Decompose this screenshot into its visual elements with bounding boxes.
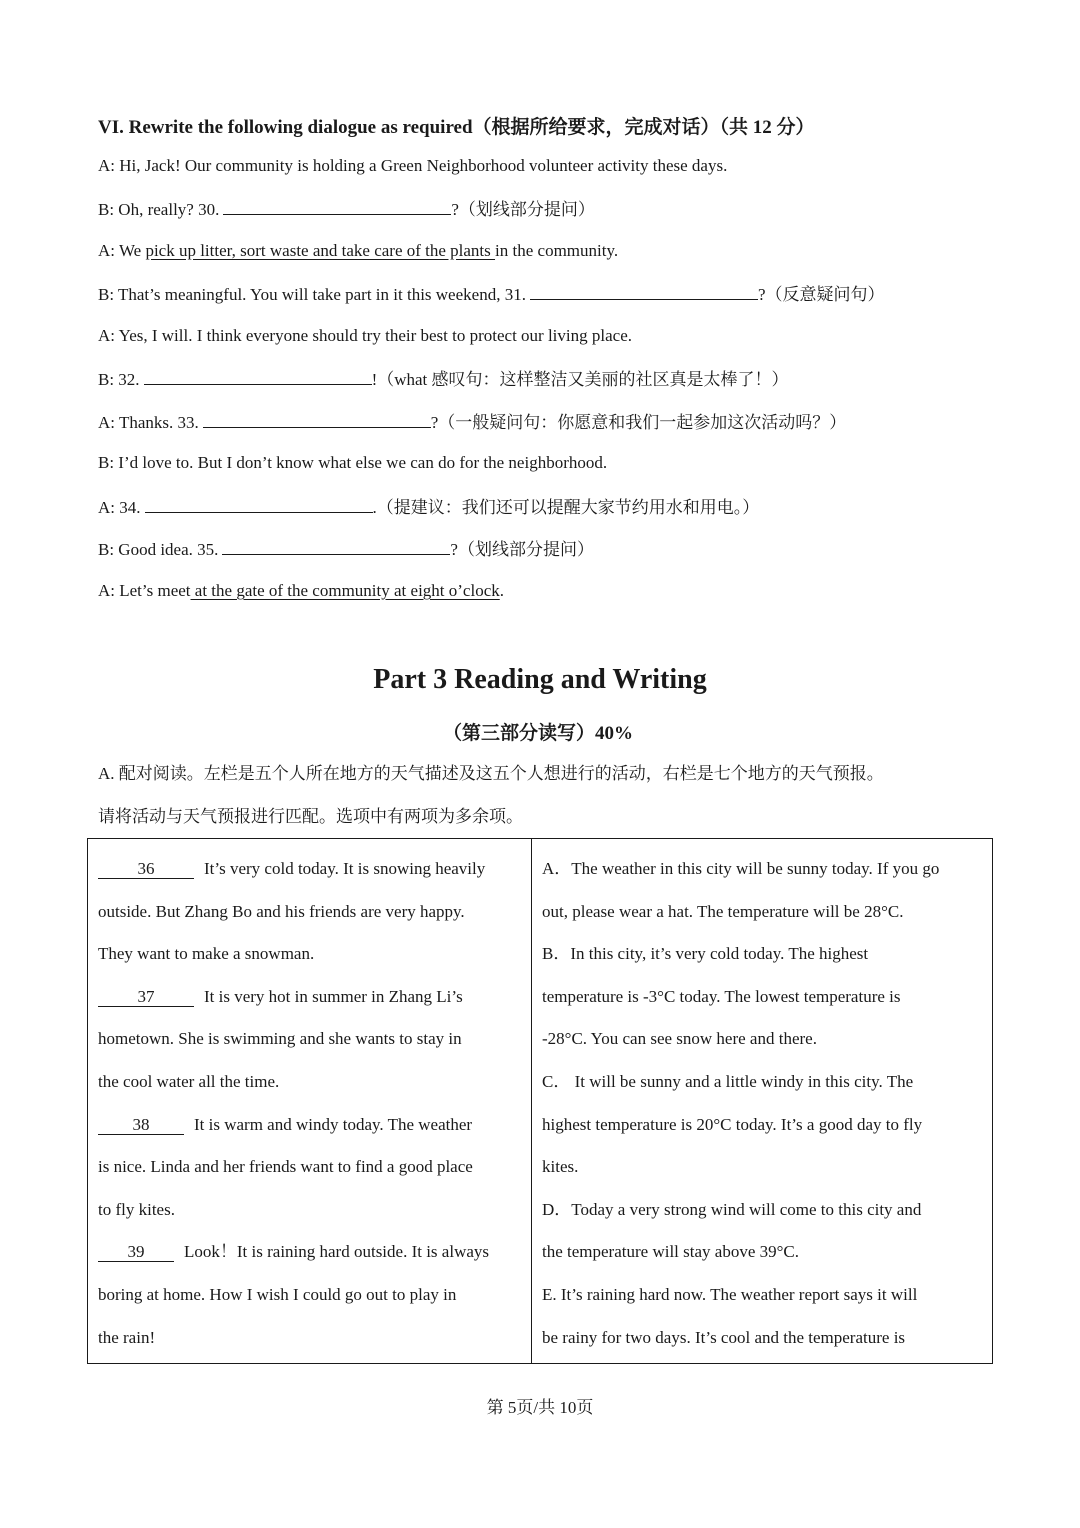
question-line: to fly kites. (98, 1199, 175, 1219)
part-subtitle: （第三部分读写）40% (442, 723, 633, 744)
dialogue-line: B: I’d love to. But I don’t know what else we can do for the neighborhood. (98, 453, 608, 472)
instruction-text: 请将活动与天气预报进行匹配。选项中有两项为多余项。 (98, 807, 523, 826)
question-line: outside. But Zhang Bo and his friends are very happy. (98, 901, 465, 921)
question-line (98, 848, 531, 891)
dialogue-line (98, 410, 846, 434)
option-line: temperature is -3°C today. The lowest temperature is (542, 986, 901, 1006)
answer-blank-37[interactable]: 37 (98, 988, 194, 1007)
dialogue-line (98, 537, 594, 561)
dialogue-text: A: We (98, 241, 146, 260)
question-line: the cool water all the time. (98, 1071, 280, 1091)
option-line: A．The weather in this city will be sunny today. If you go (542, 859, 940, 878)
part-title: Part 3 Reading and Writing (373, 664, 707, 695)
question-line: is nice. Linda and her friends want to find a good place (98, 1157, 473, 1177)
underlined-text: pick up litter, sort waste and take care of the plants (145, 241, 496, 260)
dialogue-line (98, 197, 595, 221)
section-title: VI. Rewrite the following dialogue as required（根据所给要求，完成对话）（共 12 分） (98, 117, 815, 138)
answer-blank-30[interactable] (223, 197, 451, 215)
question-text: It is very hot in summer in Zhang Li’s (204, 986, 463, 1006)
dialogue-instruction: ?（一般疑问句：你愿意和我们一起参加这次活动吗？） (430, 413, 847, 432)
dialogue-instruction: ?（划线部分提问） (451, 200, 595, 219)
dialogue-line (98, 282, 885, 306)
option-line: be rainy for two days. It’s cool and the temperature is (542, 1327, 906, 1347)
question-item (98, 976, 531, 1104)
dialogue-instruction: ?（反意疑问句） (757, 285, 885, 304)
left-column (88, 839, 532, 1363)
question-item (98, 848, 531, 976)
question-line: hometown. She is swimming and she wants to stay in (98, 1029, 462, 1049)
question-line (98, 1104, 531, 1147)
matching-table (87, 838, 993, 1364)
option-line: C． It will be sunny and a little windy in this city. The (542, 1071, 914, 1091)
dialogue-instruction: .（提建议：我们还可以提醒大家节约用水和用电。） (372, 498, 760, 517)
dialogue-line (98, 580, 504, 602)
option-line: the temperature will stay above 39°C. (542, 1242, 800, 1262)
option-line: highest temperature is 20°C today. It’s a good day to fly (542, 1114, 923, 1134)
answer-blank-39[interactable]: 39 (98, 1243, 174, 1262)
option-line: E. It’s raining hard now. The weather report says it will (542, 1284, 918, 1304)
dialogue-text: B: Oh, really? 30. (98, 200, 220, 219)
dialogue-text: B: Good idea. 35. (98, 540, 219, 559)
question-item (98, 1231, 531, 1359)
answer-blank-38[interactable]: 38 (98, 1116, 184, 1135)
answer-blank-32[interactable] (144, 367, 372, 385)
dialogue-text: A: Let’s meet (98, 581, 191, 600)
question-item (98, 1104, 531, 1232)
dialogue-instruction: !（what 感叹句：这样整洁又美丽的社区真是太棒了！） (371, 370, 789, 389)
option-line: B．In this city, it’s very cold today. The highest (542, 944, 869, 964)
dialogue-line: A: Hi, Jack! Our community is holding a Green Neighborhood volunteer activity these days. (98, 156, 728, 175)
option-line: kites. (542, 1157, 579, 1177)
instruction-text: A. 配对阅读。左栏是五个人所在地方的天气描述及这五个人想进行的活动，右栏是七个地方的天气预报。 (98, 764, 884, 783)
question-line (98, 1231, 531, 1274)
dialogue-line (98, 240, 618, 262)
question-text: Look！It is raining hard outside. It is always (184, 1242, 490, 1262)
dialogue-line (98, 495, 759, 519)
dialogue-text: B: That’s meaningful. You will take part in it this weekend, 31. (98, 285, 526, 304)
answer-blank-31[interactable] (530, 282, 758, 300)
dialogue-text: A: 34. (98, 498, 141, 517)
question-line: boring at home. How I wish I could go out to play in (98, 1284, 457, 1304)
question-text: It’s very cold today. It is snowing heavily (204, 859, 486, 878)
dialogue-text: . (499, 581, 504, 600)
dialogue-text: B: 32. (98, 370, 140, 389)
dialogue-line (98, 367, 789, 391)
question-line: They want to make a snowman. (98, 944, 315, 964)
dialogue-text: A: Thanks. 33. (98, 413, 199, 432)
question-line (98, 976, 531, 1019)
answer-blank-36[interactable]: 36 (98, 860, 194, 879)
dialogue-instruction: ?（划线部分提问） (450, 540, 594, 559)
answer-blank-33[interactable] (203, 410, 431, 428)
question-line: the rain! (98, 1327, 156, 1347)
option-line: D．Today a very strong wind will come to this city and (542, 1199, 922, 1219)
option-line: -28°C. You can see snow here and there. (542, 1029, 817, 1049)
option-line: out, please wear a hat. The temperature will be 28°C. (542, 901, 904, 921)
underlined-text: at the gate of the community at eight o’clock (190, 581, 500, 600)
answer-blank-34[interactable] (145, 495, 373, 513)
dialogue-text: in the community. (495, 241, 619, 260)
right-column (532, 839, 992, 1363)
page-number: 第 5页/共 10页 (486, 1398, 594, 1417)
question-text: It is warm and windy today. The weather (194, 1114, 473, 1134)
dialogue-line: A: Yes, I will. I think everyone should try their best to protect our living place. (98, 326, 632, 345)
answer-blank-35[interactable] (222, 537, 450, 555)
